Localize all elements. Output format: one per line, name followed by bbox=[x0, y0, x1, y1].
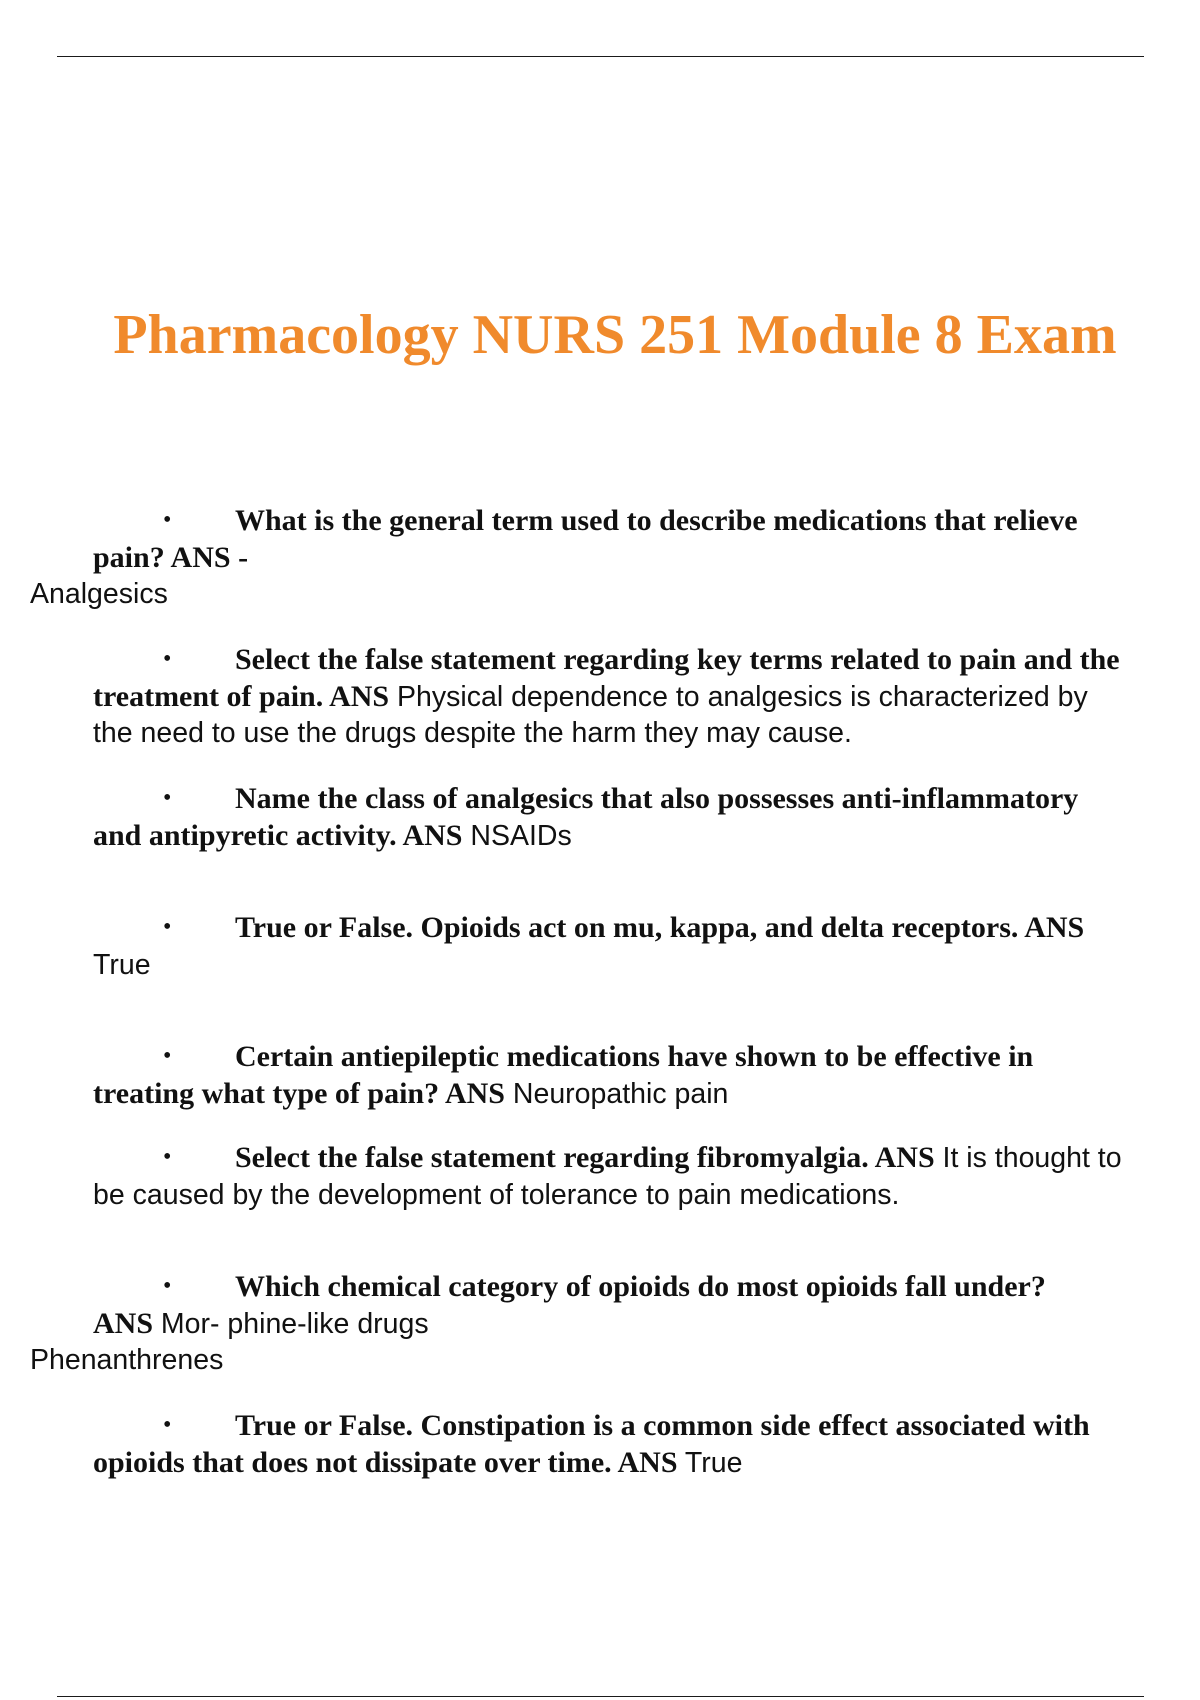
answer-text: Neuropathic pain bbox=[504, 1078, 729, 1110]
question-text: and antipyretic activity. ANS bbox=[93, 819, 463, 852]
question-text: Select the false statement regarding key terms related to pain and the bbox=[235, 643, 1120, 676]
bullet: • bbox=[163, 1273, 172, 1299]
question-text: True or False. Opioids act on mu, kappa, and delta receptors. ANS bbox=[235, 911, 1085, 944]
document-title: Pharmacology NURS 251 Module 8 Exam bbox=[113, 304, 1117, 366]
question-text: True or False. Constipation is a common side effect associated with bbox=[235, 1409, 1090, 1442]
question-text: Certain antiepileptic medications have shown to be effective in bbox=[235, 1040, 1034, 1073]
answer-text: Phenanthrenes bbox=[30, 1344, 224, 1376]
answer-text: the need to use the drugs despite the harm they may cause. bbox=[93, 717, 852, 749]
answer-text: It is thought to bbox=[934, 1142, 1122, 1174]
bottom-rule bbox=[57, 1696, 1144, 1697]
question-text: pain? ANS - bbox=[93, 541, 249, 574]
question-text: What is the general term used to describe medications that relieve bbox=[235, 504, 1078, 537]
answer-text: True bbox=[677, 1447, 743, 1479]
question-text: treating what type of pain? ANS bbox=[93, 1077, 505, 1110]
answer-text: True bbox=[93, 949, 151, 981]
answer-text: Analgesics bbox=[30, 578, 168, 610]
question-text: Which chemical category of opioids do most opioids fall under? bbox=[235, 1270, 1046, 1303]
bullet: • bbox=[163, 785, 172, 811]
top-rule bbox=[57, 56, 1144, 57]
bullet: • bbox=[163, 507, 172, 533]
answer-text: Physical dependence to analgesics is characterized by bbox=[389, 681, 1088, 713]
question-text: treatment of pain. ANS bbox=[93, 680, 390, 713]
bullet: • bbox=[163, 1412, 172, 1438]
bullet: • bbox=[163, 1144, 172, 1170]
answer-text: Mor- phine-like drugs bbox=[153, 1308, 429, 1340]
answer-text: be caused by the development of tolerance to pain medications. bbox=[93, 1179, 900, 1211]
question-text: Select the false statement regarding fibromyalgia. ANS bbox=[235, 1141, 935, 1174]
question-text: ANS bbox=[93, 1307, 154, 1340]
question-text: opioids that does not dissipate over time. ANS bbox=[93, 1446, 678, 1479]
answer-text: NSAIDs bbox=[462, 820, 572, 852]
bullet: • bbox=[163, 1043, 172, 1069]
bullet: • bbox=[163, 914, 172, 940]
bullet: • bbox=[163, 646, 172, 672]
question-text: Name the class of analgesics that also possesses anti-inflammatory bbox=[235, 782, 1079, 815]
